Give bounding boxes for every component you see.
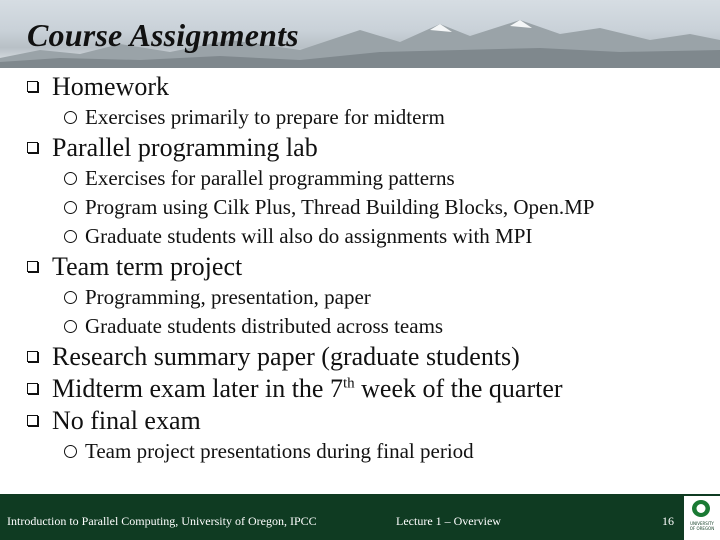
circle-bullet-icon [64,320,77,333]
university-logo [684,496,720,540]
circle-bullet-icon [64,445,77,458]
bullet-text: Parallel programming lab [52,133,318,162]
square-bullet-icon [27,383,38,394]
circle-bullet-icon [64,230,77,243]
superscript: th [342,375,355,392]
bullet-item [52,406,201,436]
square-bullet-icon [27,142,38,153]
bullet-text: Midterm exam later in the 7 [52,374,343,403]
slide-footer [0,494,720,540]
bullet-text: Research summary paper (graduate students) [52,342,520,371]
footer-lecture-label: Lecture 1 – Overview [396,514,501,528]
sub-bullet-text: Team project presentations during final period [85,439,474,463]
square-bullet-icon [27,351,38,362]
sub-bullet-item [64,194,594,220]
sub-bullet-text: Programming, presentation, paper [85,285,371,309]
footer-course-label: Introduction to Parallel Computing, University of Oregon, IPCC [7,514,317,528]
bullet-item [52,72,169,102]
bullet-item [52,374,563,404]
page-number: 16 [662,514,674,528]
square-bullet-icon [27,415,38,426]
sub-bullet-item [64,313,443,339]
sub-bullet-item [64,223,532,249]
slide-title: Course Assignments [27,17,299,53]
circle-bullet-icon [64,111,77,124]
square-bullet-icon [27,81,38,92]
sub-bullet-text: Program using Cilk Plus, Thread Building Blocks, Open.MP [85,195,595,219]
sub-bullet-item [64,104,445,130]
circle-bullet-icon [64,201,77,214]
bullet-text: Team term project [52,252,243,281]
sub-bullet-text: Graduate students will also do assignments with MPI [85,224,533,248]
square-bullet-icon [27,261,38,272]
bullet-item [52,133,318,163]
bullet-item [52,252,242,282]
sub-bullet-item [64,165,455,191]
sub-bullet-item [64,284,371,310]
sub-bullet-item [64,438,474,464]
bullet-text-continued: week of the quarter [354,374,563,403]
logo-wordmark: UNIVERSITY OF OREGON [689,521,715,531]
oregon-o-icon [691,499,711,518]
bullet-item [52,342,520,372]
bullet-text: Homework [52,72,169,101]
sub-bullet-text: Exercises primarily to prepare for midterm [85,105,445,129]
sub-bullet-text: Exercises for parallel programming patterns [85,166,455,190]
circle-bullet-icon [64,172,77,185]
sub-bullet-text: Graduate students distributed across teams [85,314,444,338]
bullet-text: No final exam [52,406,201,435]
circle-bullet-icon [64,291,77,304]
